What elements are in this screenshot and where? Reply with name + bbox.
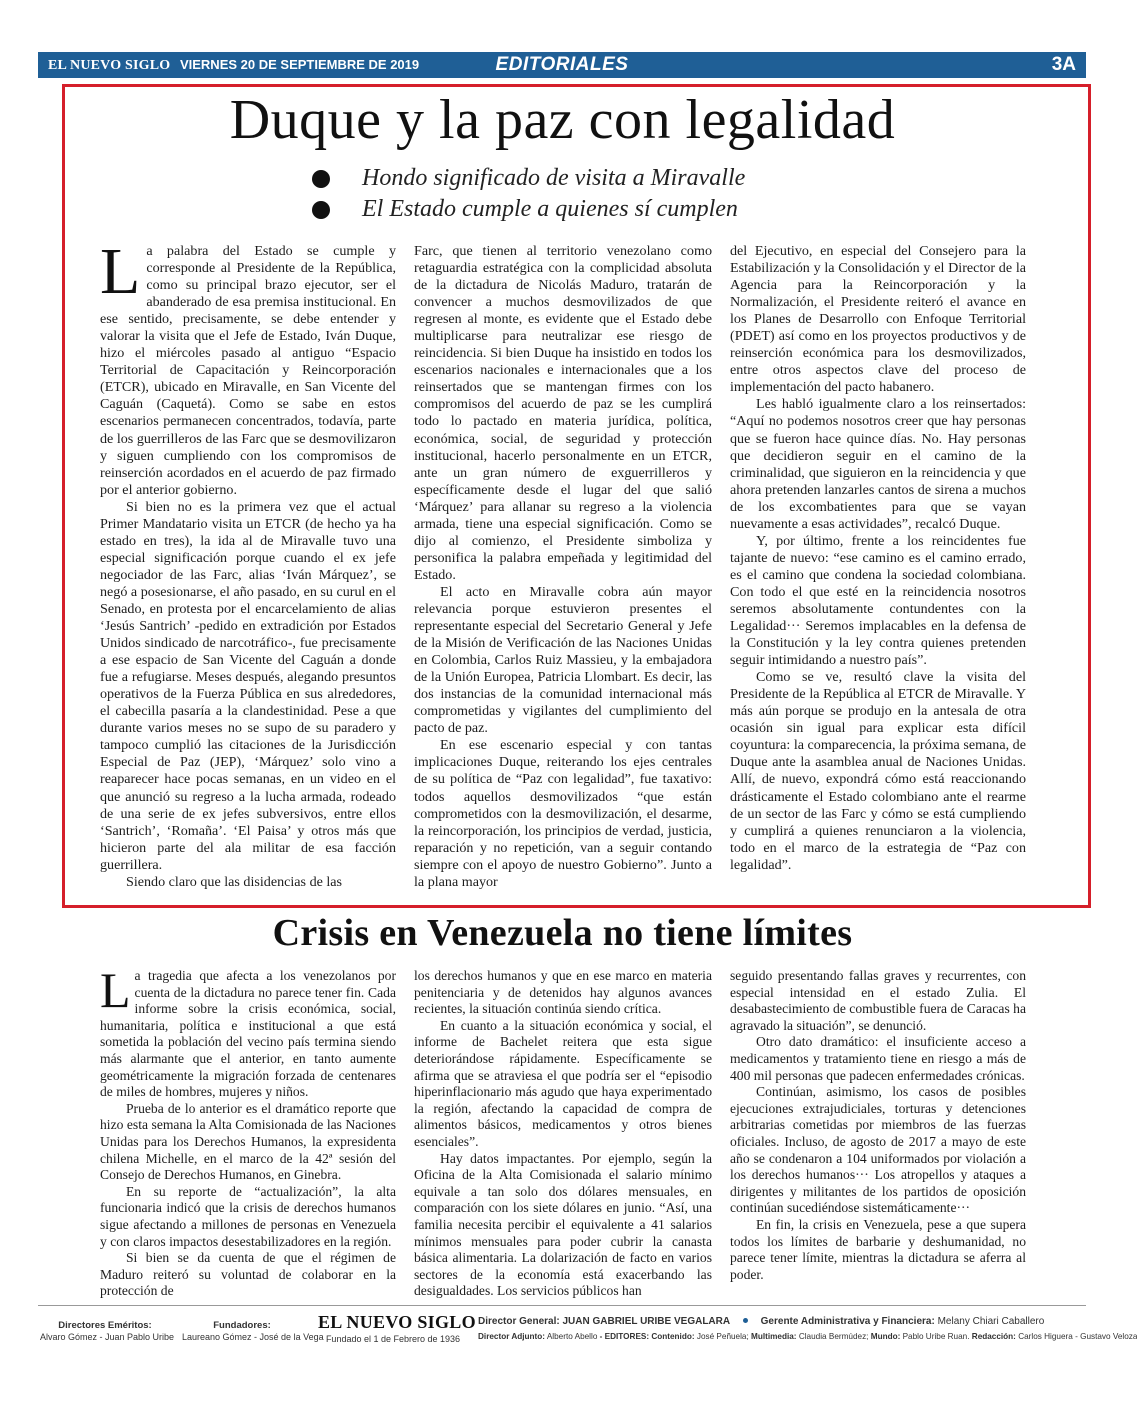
subhead-text: El Estado cumple a quienes sí cumplen — [362, 196, 738, 222]
editorial-1-column-1 — [100, 235, 396, 891]
editorial-1-subheads — [312, 163, 872, 225]
paragraph: Prueba de lo anterior es el dramático reporte que hizo esta semana la Alta Comisionada de las Naciones Unidas para los Derechos Humanos, la expresidenta chilena Michelle, en el marco de la 42ª sesión del Consejo de Derechos Humanos, en Ginebra. — [100, 1100, 396, 1183]
mundo-name: Pablo Uribe Ruan. — [902, 1332, 970, 1341]
section-title: EDITORIALES — [495, 54, 629, 75]
editores-label: - EDITORES: Contenido: — [599, 1332, 695, 1341]
editorial-2-column-1 — [100, 962, 396, 1300]
paragraph-text: a tragedia que afecta a los venezolanos por cuenta de la dictadura no parece tener fin. Cada informe sobre la crisis económica, social, humanitaria, política e institucional a que está sometida la población del vecino país termina siendo más alarmante que el anterior, en tanto aumente geométricamente la migración forzada de centenares de miles de hombres, mujeres y niños. — [100, 968, 396, 1100]
subhead-item — [312, 163, 872, 194]
paragraph: Les habló igualmente claro a los reinsertados: “Aquí no podemos nosotros creer que hay personas que se fueron hace quince días. No. Hay personas que decidieron seguir en el camino de la criminalidad, que siguieron en la reincidencia y que ahora pretenden lanzarles cantos de sirena a muchos de los excombatientes para que se vayan nuevamente a esas actividades”, recalcó Duque. — [730, 396, 1026, 532]
paragraph: Hay datos impactantes. Por ejemplo, según la Oficina de la Alta Comisionada el salario mínimo equivale a tan solo dos dólares mensuales, en comparación con los siete dólares en junio. “Así, una familia necesita percibir el equivalente a 41 salarios mínimos mensuales para poder cubrir la canasta básica alimentaria. La dolarización de facto en varios sectores de la economía está exacerbando las desigualdades. Los servicios públicos han — [414, 1150, 712, 1299]
paragraph — [100, 962, 396, 1101]
paragraph: los derechos humanos y que en ese marco en materia penitenciaria y de detenidos hay algunos avances recientes, la situación continúa siendo crítica. — [414, 968, 712, 1017]
bullet-dot-icon — [312, 170, 330, 188]
contenido-name: José Peñuela; — [696, 1332, 749, 1341]
editorial-2-column-3 — [730, 968, 1026, 1283]
newspaper-logo: EL NUEVO SIGLO — [48, 58, 171, 73]
footer-staff — [478, 1312, 1137, 1341]
paragraph: Y, por último, frente a los reincidentes fue tajante de nuevo: “ese camino es el camino errado, es el camino que condena la sociedad colombiana. Con todo el que esté en la reincidencia nosotros seremos absolutamente contundentes con la Legalidad··· Seremos implacables en la defensa de la Constitución y la ley contra quienes pretenden seguir intimidando a nuestro país”. — [730, 532, 1026, 669]
founders-names: Laureano Gómez - José de la Vega — [182, 1332, 324, 1342]
subhead-text: Hondo significado de visita a Miravalle — [362, 165, 746, 191]
director-general-name: JUAN GABRIEL URIBE VEGALARA — [562, 1316, 731, 1327]
mundo-label: Mundo: — [870, 1332, 901, 1341]
paragraph: Si bien se da cuenta de que el régimen de Maduro reiteró su voluntad de colaborar en la protección de — [100, 1250, 396, 1299]
paragraph — [100, 235, 396, 499]
paragraph: En su reporte de “actualización”, la alta funcionaria indicó que la crisis de derechos humanos sigue afectando a millones de personas en Venezuela y con claros impactos desestabilizadores en la región. — [100, 1183, 396, 1249]
footer-logo: EL NUEVO SIGLO — [318, 1312, 476, 1332]
drop-cap: L — [100, 235, 141, 308]
paragraph: Si bien no es la primera vez que el actual Primer Mandatario visita un ETCR (de hecho ya ha estado en tres), la ida al de Miravalle tuvo una especial significación porque cuando el ex jefe negociador de las Farc, alias ‘Iván Márquez’, se negó a posesionarse, el año pasado, en su curul en el Senado, en protesta por el encarcelamiento de alias ‘Jesús Santrich’ -pedido en extradición por Estados Unidos sindicado de narcotráfico-, fue precisamente a ese espacio de San Vicente del Caguán a donde fue a refugiarse. Meses después, alegando presuntos operativos de la Fuerza Pública en sus alrededores, el cabecilla pasaría a la clandestinidad. Pese a que durante varios meses no se supo de su paradero y tampoco cumplió las citaciones de la Jurisdicción Especial de Paz (JEP), ‘Márquez’ solo vino a reaparecer hace pocas semanas, en un video en el que anunció su regreso a la lucha armada, rodeado de una serie de ex jefes subversivos, entre ellos ‘Santrich’, ‘Romaña’. ‘El Paisa’ y otros más que hicieron parte del ala militar de esa facción guerrillera. — [100, 498, 396, 873]
paragraph: Como se ve, resultó clave la visita del Presidente de la República al ETCR de Miravalle. Y más aún porque se produjo en la antesala de otra ocasión sin igual para explicar esta difícil coyuntura: la comparecencia, la próxima semana, de Duque ante la asamblea anual de Naciones Unidas. Allí, de nuevo, expondrá cómo está reaccionando drásticamente el Estado colombiano ante el rearme de un sector de las Farc y cómo se está cumpliendo y cumplirá a quienes renunciaron a la violencia, todo en el marco de la estrategia de “Paz con legalidad”. — [730, 669, 1026, 873]
paragraph: seguido presentando fallas graves y recurrentes, con especial intensidad en el estado Zulia. El desabastecimiento de combustible fuera de Caracas ha agravado la situación”, se denunció. — [730, 968, 1026, 1033]
footer-divider — [38, 1305, 1086, 1306]
directors-names: Alvaro Gómez - Juan Pablo Uribe — [40, 1332, 175, 1342]
staff-row-2 — [478, 1332, 1137, 1341]
footer-directors — [40, 1312, 175, 1342]
founders-label: Fundadores: — [213, 1320, 271, 1331]
separator-dot-icon — [743, 1318, 748, 1323]
paragraph: En cuanto a la situación económica y social, el informe de Bachelet reitera que esta sigue deteriorándose rápidamente. Específicamente se afirma que se atraviesa el que podría ser el “episodio hiperinflacionario más agudo que haya experimentado la región, afectando la capacidad de compra de alimentos básicos, medicamentos y otros bienes esenciales”. — [414, 1017, 712, 1149]
multimedia-label: Multimedia: — [751, 1332, 797, 1341]
adjunto-name: Alberto Abello — [546, 1332, 598, 1341]
paragraph: Siendo claro que las disidencias de las — [126, 873, 343, 890]
directors-label: Directores Eméritos: — [58, 1320, 152, 1331]
multimedia-name: Claudia Bermúdez; — [798, 1332, 869, 1341]
founded-date: Fundado el 1 de Febrero de 1936 — [325, 1334, 461, 1344]
page-number: 3A — [1051, 54, 1076, 75]
paragraph: Continúan, asimismo, los casos de posibles ejecuciones extrajudiciales, torturas y detenciones arbitrarias cometidas por miembros de las fuerzas oficiales. Incluso, de agosto de 2017 a mayo de este año se condenaron a 104 uniformados por violación a los derechos humanos··· Los atropellos y ataques a dirigentes y militantes de los partidos de oposición continúan sucediéndose sistemáticamente··· — [730, 1084, 1026, 1216]
footer-brand — [318, 1312, 476, 1344]
publication-date: VIERNES 20 DE SEPTIEMBRE DE 2019 — [179, 57, 420, 72]
paragraph-text: a palabra del Estado se cumple y corresponde al Presidente de la República, como su principal brazo ejecutor, ser el abanderado de esa premisa institucional. En ese sentido, precisamente, se debe entender y valorar la visita que el Jefe de Estado, Iván Duque, hizo el miércoles pasado al antiguo “Espacio Territorial de Capacitación y Reincorporación (ETCR), ubicado en Miravalle, en San Vicente del Caguán (Caquetá). Como se sabe en estos escenarios permanecen concentrados, todavía, parte de los guerrilleros de las Farc que se desmovilizaron y siguen cumpliendo con los compromisos de reinserción acordados en el acuerdo de paz firmado por el anterior gobierno. — [100, 243, 396, 498]
paragraph: En fin, la crisis en Venezuela, pese a que supera todos los límites de barbarie y deshumanidad, no parece tener límite, mientras la dictadura se aferra al poder. — [730, 1216, 1026, 1282]
subhead-item — [312, 194, 872, 225]
editorial-1-headline: Duque y la paz con legalidad — [229, 89, 896, 151]
footer-founders — [182, 1312, 324, 1342]
adjunto-label: Director Adjunto: — [478, 1332, 546, 1341]
editorial-1-column-2 — [414, 243, 712, 891]
paragraph: El acto en Miravalle cobra aún mayor relevancia porque estuvieron presentes el representante especial del Secretario General y Jefe de la Misión de Verificación de las Naciones Unidas en Colombia, Carlos Ruiz Massieu, y la embajadora de la Unión Europea, Patricia Llombart. Es decir, las dos instancias de la comunidad internacional más comprometidas y vigilantes del cumplimiento del pacto de paz. — [414, 583, 712, 737]
gerente-name: Melany Chiari Caballero — [937, 1316, 1045, 1327]
paragraph: Otro dato dramático: el insuficiente acceso a medicamentos y tratamiento tiene en riesgo a más de 400 mil personas que padecen enfermedades crónicas. — [730, 1034, 1026, 1083]
staff-row-1 — [478, 1316, 1086, 1327]
director-general-label: Director General: — [478, 1316, 560, 1327]
gerente-label: Gerente Administrativa y Financiera: — [760, 1316, 935, 1327]
redaccion-names: Carlos Higuera - Gustavo Veloza — [1018, 1332, 1137, 1341]
page-header-bar — [38, 52, 1086, 78]
editorial-2-column-2 — [414, 968, 712, 1300]
editorial-2-headline: Crisis en Venezuela no tiene límites — [272, 912, 853, 954]
redaccion-label: Redacción: — [971, 1332, 1016, 1341]
editorial-1-column-3 — [730, 243, 1026, 874]
paragraph: del Ejecutivo, en especial del Consejero para la Estabilización y la Consolidación y el Director de la Agencia para la Reincorporación y la Normalización, el Presidente reiteró el avance en los Planes de Desarrollo con Enfoque Territorial (PDET) así como en los proyectos productivos y de reinserción económica para los desmovilizados, entre otros aspectos clave del proceso de implementación del pacto habanero. — [730, 243, 1026, 396]
paragraph: En ese escenario especial y con tantas implicaciones Duque, reiterando los ejes centrales de su política de “Paz con legalidad”, fue taxativo: todos aquellos desmovilizados “que están comprometidos con la desmovilización, el desarme, la reincorporación, los principios de verdad, justicia, reparación y no repetición, van a seguir contando siempre con el apoyo de nuestro Gobierno”. Junto a la plana mayor — [414, 737, 712, 890]
drop-cap: L — [100, 962, 131, 1018]
bullet-dot-icon — [312, 201, 330, 219]
paragraph: Farc, que tienen al territorio venezolano como retaguardia estratégica con la complicidad absoluta de la dictadura de Nicolás Maduro, tratarán de convencer a muchos desmovilizados de que regresen al monte, es evidente que el Estado debe multiplicarse para neutralizar ese riesgo de reincidencia. Si bien Duque ha insistido en todos los escenarios nacionales e internacionales que a los reinsertados que se mantengan firmes con los compromisos del acuerdo de paz se les cumplirá todo lo pactado en materia jurídica, política, económica, social, de seguridad y protección institucional, hacerlo personalmente en un ETCR, ante un gran número de exguerrilleros y específicamente desde el lugar del que salió ‘Márquez’ para allanar su regreso a la violencia armada, tiene una especial significación. Como se dijo al comienzo, el Presidente simboliza y personifica la palabra empeñada y legitimidad del Estado. — [414, 243, 712, 583]
